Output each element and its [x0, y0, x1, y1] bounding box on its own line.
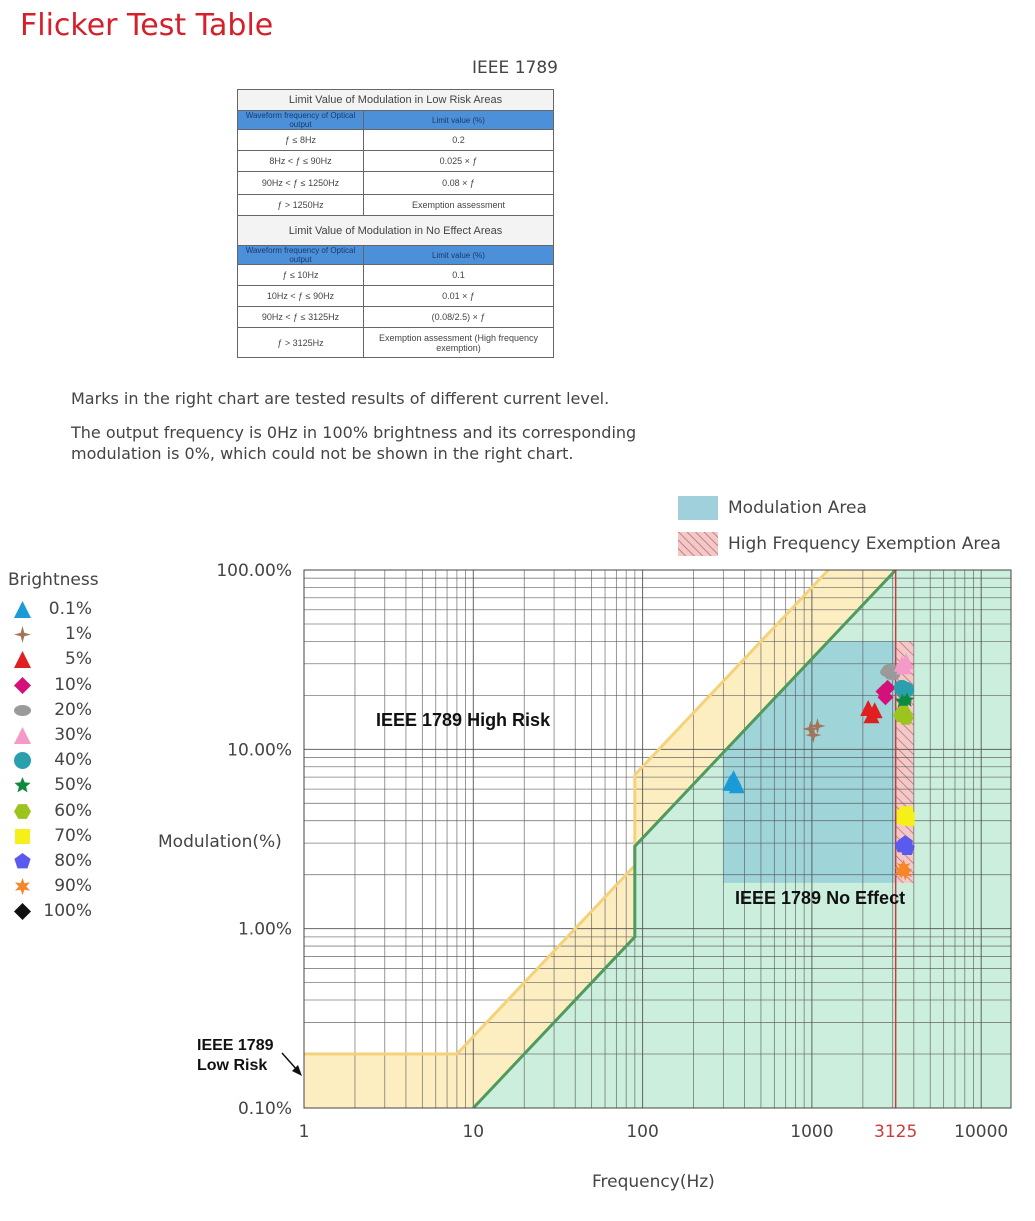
table-cell: 0.1 [363, 265, 553, 286]
x-tick-label: 10 [462, 1122, 485, 1142]
note-marks: Marks in the right chart are tested results of different current level. [71, 389, 610, 408]
table-cell: 0.08 × ƒ [363, 172, 553, 195]
legend-label: 90% [54, 876, 92, 897]
y-tick-label: 1.00% [237, 919, 292, 940]
no-effect-heading: Limit Value of Modulation in No Effect Areas [238, 216, 554, 246]
x-tick-label: 100 [626, 1122, 659, 1142]
legend-label: 0.1% [48, 599, 92, 619]
table-cell: 90Hz < ƒ ≤ 1250Hz [238, 172, 364, 195]
x-tick-label: 1000 [790, 1122, 834, 1142]
note-zero-hz: The output frequency is 0Hz in 100% brightness and its corresponding modulation is 0%, which could not be shown in the right chart. [71, 423, 637, 463]
col-limit-header: Limit value (%) [363, 111, 553, 130]
x-tick-label: 1 [298, 1122, 310, 1142]
y-tick-label: 10.00% [227, 740, 292, 761]
table-cell: 0.01 × ƒ [363, 286, 553, 307]
table-cell: ƒ ≤ 8Hz [238, 130, 364, 151]
legend-title: Brightness [8, 570, 99, 590]
legend-label: 100% [43, 901, 92, 922]
col-limit-header: Limit value (%) [363, 246, 553, 265]
legend-label: 80% [54, 851, 92, 871]
table-cell: 90Hz < ƒ ≤ 3125Hz [238, 307, 364, 328]
x-tick-label: 3125 [874, 1122, 918, 1142]
table-cell: 0.2 [363, 130, 553, 151]
y-tick-label: 0.10% [237, 1099, 292, 1119]
table-cell: (0.08/2.5) × ƒ [363, 307, 553, 328]
no-effect-label: IEEE 1789 No Effect [735, 888, 906, 908]
low-risk-heading: Limit Value of Modulation in Low Risk Areas [238, 90, 554, 111]
table-cell: 0.025 × ƒ [363, 151, 553, 172]
legend-label: 40% [54, 750, 92, 771]
y-tick-label: 100.00% [216, 561, 292, 581]
col-freq-header: Waveform frequency of Optical output [238, 111, 364, 130]
table-cell: Exemption assessment (High frequency exemption) [363, 328, 553, 358]
legend-label: 1% [65, 624, 92, 645]
modulation-area-label: Modulation Area [728, 498, 867, 518]
legend-label: 50% [54, 775, 92, 796]
y-axis-label: Modulation(%) [158, 832, 282, 852]
data-point [901, 812, 915, 826]
high-risk-label: IEEE 1789 High Risk [376, 710, 551, 730]
table-cell: 8Hz < ƒ ≤ 90Hz [238, 151, 364, 172]
plot-area [304, 516, 1035, 1108]
standard-title: IEEE 1789 [472, 58, 558, 78]
x-axis-label: Frequency(Hz) [592, 1172, 715, 1192]
low-risk-label: IEEE 1789 [197, 1037, 274, 1054]
legend-label: 60% [54, 800, 92, 821]
legend-label: 30% [54, 725, 92, 745]
legend-label: 20% [54, 699, 92, 720]
col-freq-header: Waveform frequency of Optical output [238, 246, 364, 265]
page-title: Flicker Test Table [20, 8, 274, 43]
x-tick-label: 10000 [954, 1122, 1009, 1142]
legend-label: 70% [54, 825, 92, 846]
table-cell: ƒ ≤ 10Hz [238, 265, 364, 286]
table-cell: ƒ > 3125Hz [238, 328, 364, 358]
legend-label: 5% [65, 649, 92, 670]
low-risk-label: Low Risk [197, 1057, 268, 1074]
table-cell: Exemption assessment [363, 195, 553, 216]
table-cell: 10Hz < ƒ ≤ 90Hz [238, 286, 364, 307]
legend-label: 10% [54, 674, 92, 695]
exemption-area-label: High Frequency Exemption Area [728, 534, 1001, 554]
table-cell: ƒ > 1250Hz [238, 195, 364, 216]
